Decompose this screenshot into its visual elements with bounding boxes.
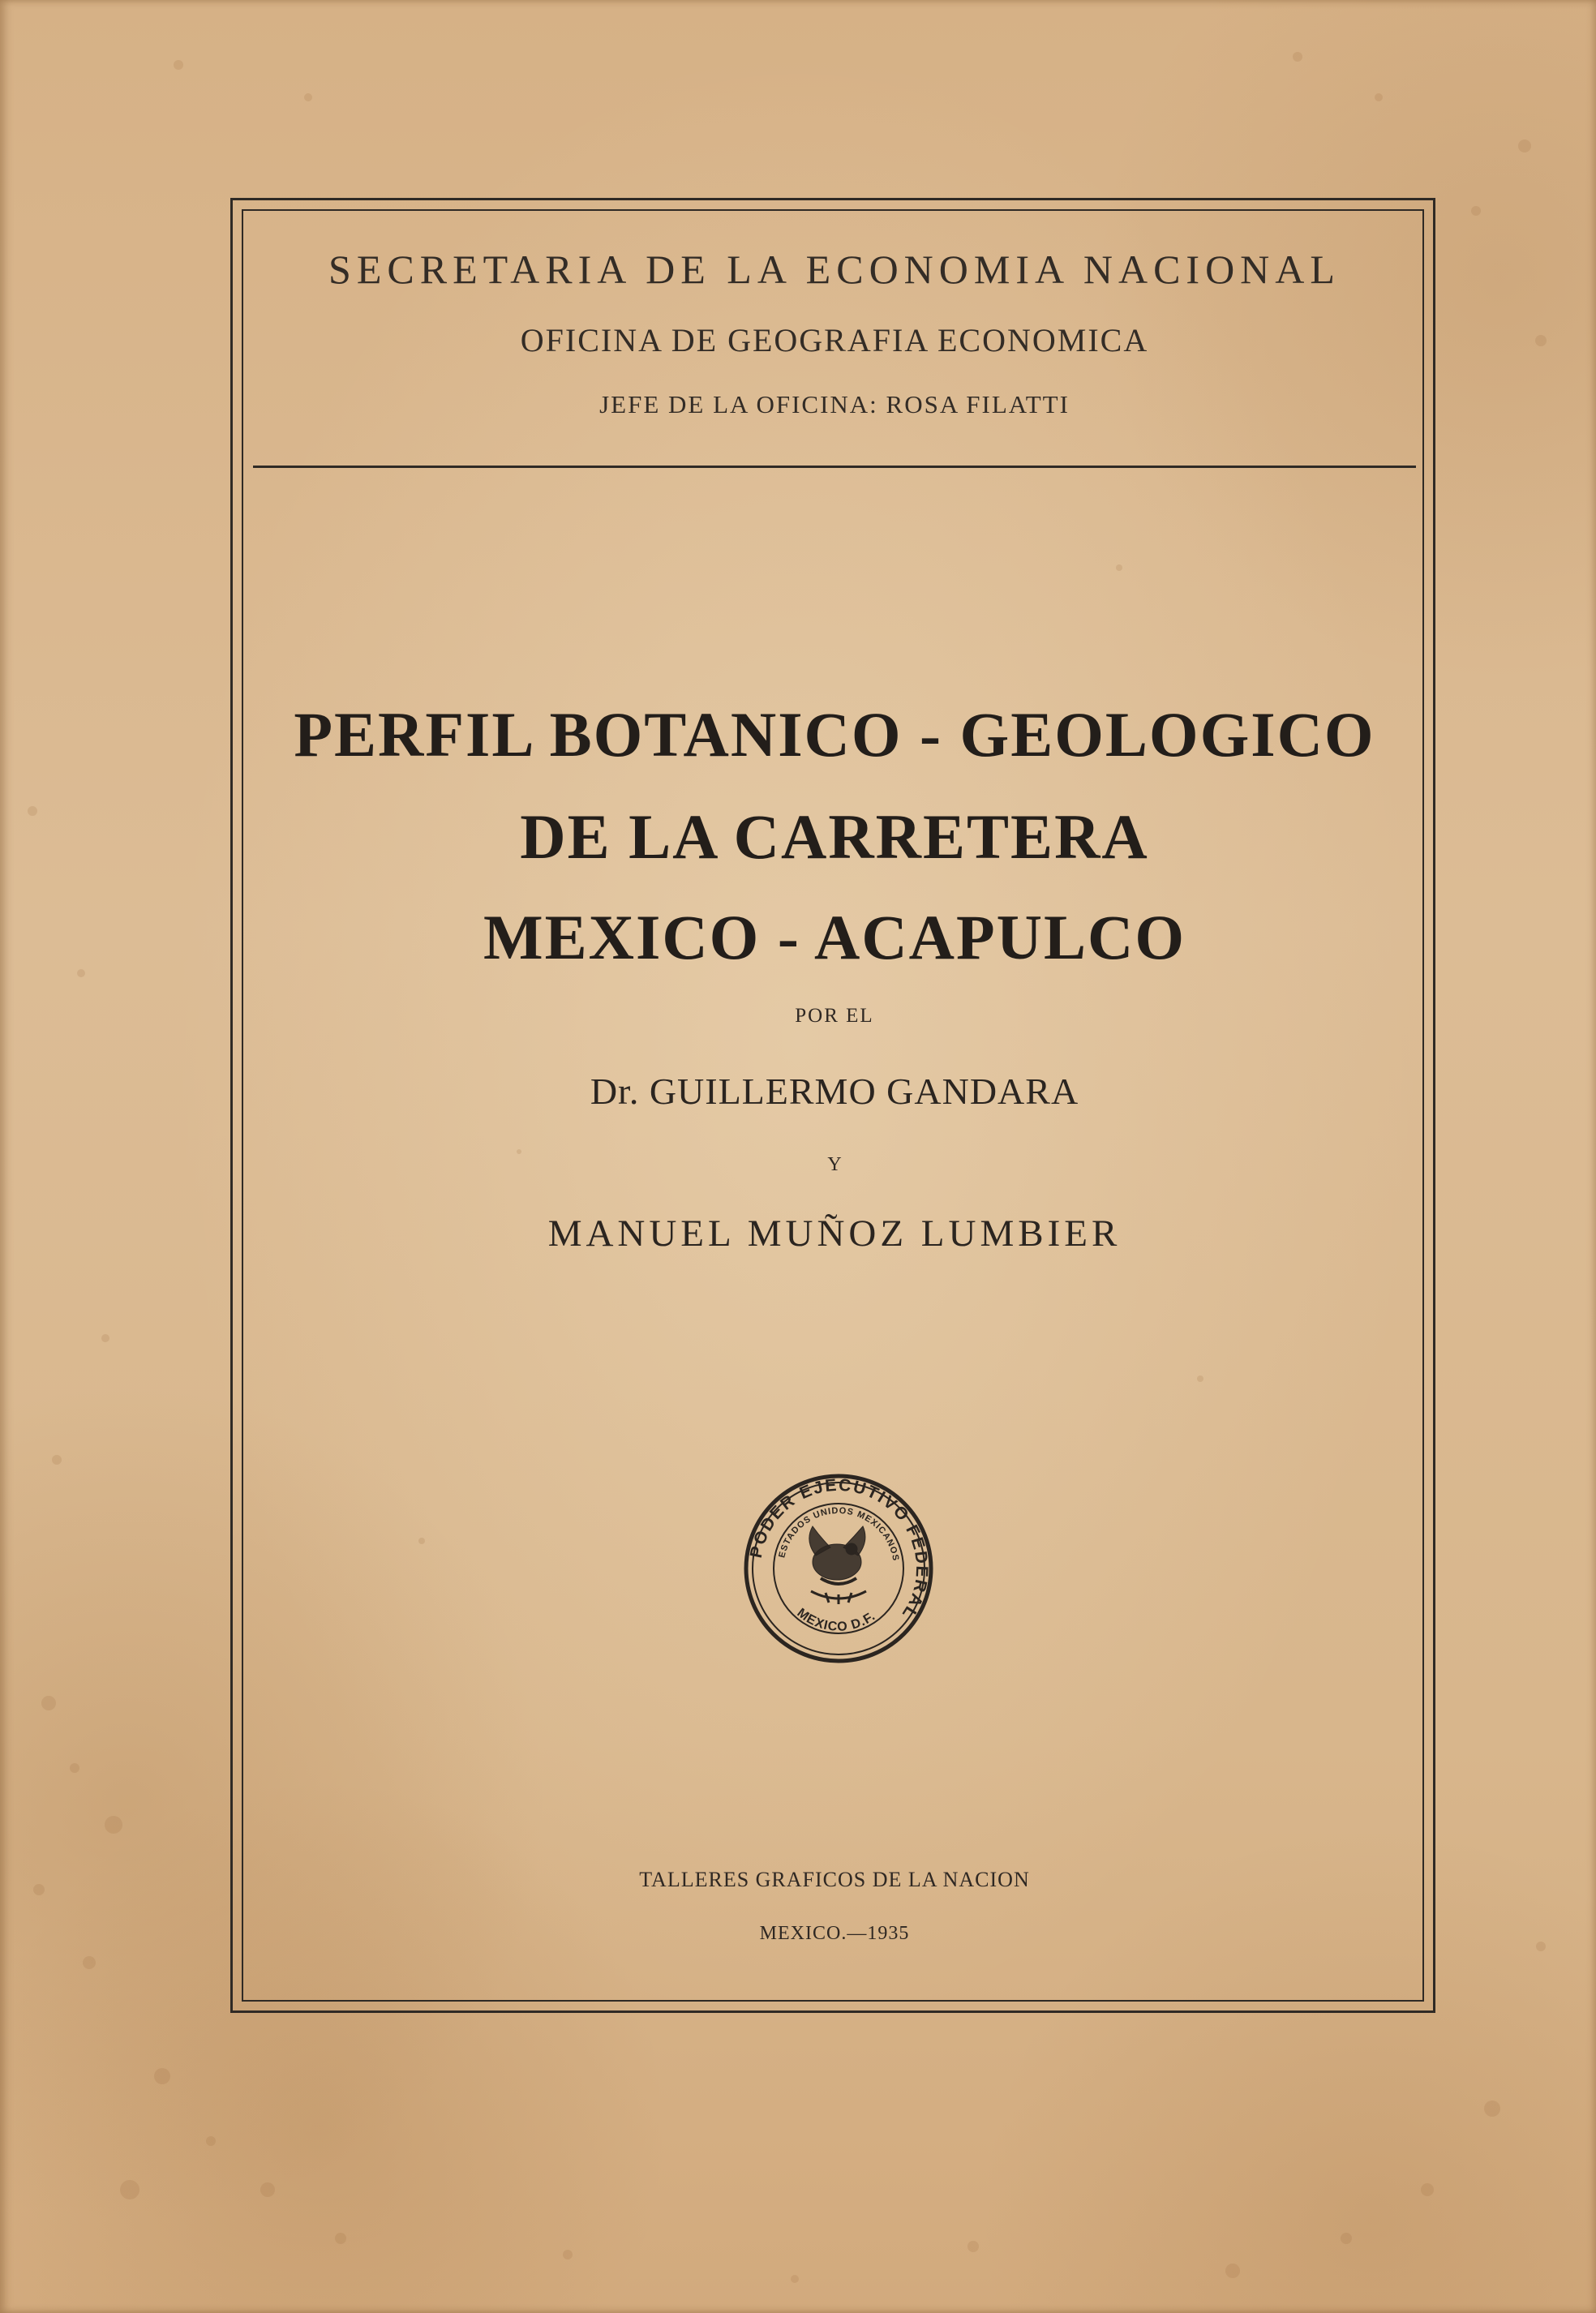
place-and-year: MEXICO.—1935: [759, 1923, 910, 1944]
header-divider: [253, 466, 1416, 468]
seal-inner-text: ESTADOS UNIDOS MEXICANOS: [777, 1505, 901, 1563]
byline-intro: POR EL: [795, 1005, 874, 1027]
office-chief: JEFE DE LA OFICINA: ROSA FILATTI: [599, 390, 1070, 418]
title-line-3: MEXICO - ACAPULCO: [483, 902, 1186, 972]
title-line-1: PERFIL BOTANICO - GEOLOGICO: [294, 699, 1375, 770]
seal-bottom-text: MEXICO D.F.: [794, 1606, 878, 1634]
ministry-name: SECRETARIA DE LA ECONOMIA NACIONAL: [328, 247, 1341, 292]
seal-outer-text: PODER EJECUTIVO FEDERAL: [746, 1475, 932, 1624]
title-line-2: DE LA CARRETERA: [520, 801, 1149, 872]
author-2: MANUEL MUÑOZ LUMBIER: [547, 1212, 1122, 1255]
printer-name: TALLERES GRAFICOS DE LA NACION: [639, 1868, 1030, 1891]
svg-text:MEXICO D.F.: [794, 1606, 877, 1634]
eagle-emblem-icon: [809, 1526, 866, 1604]
office-name: OFICINA DE GEOGRAFIA ECONOMICA: [520, 322, 1149, 358]
federal-seal-stamp: [741, 1471, 936, 1666]
author-1: Dr. GUILLERMO GANDARA: [590, 1071, 1079, 1112]
byline-conjunction: Y: [827, 1154, 842, 1175]
